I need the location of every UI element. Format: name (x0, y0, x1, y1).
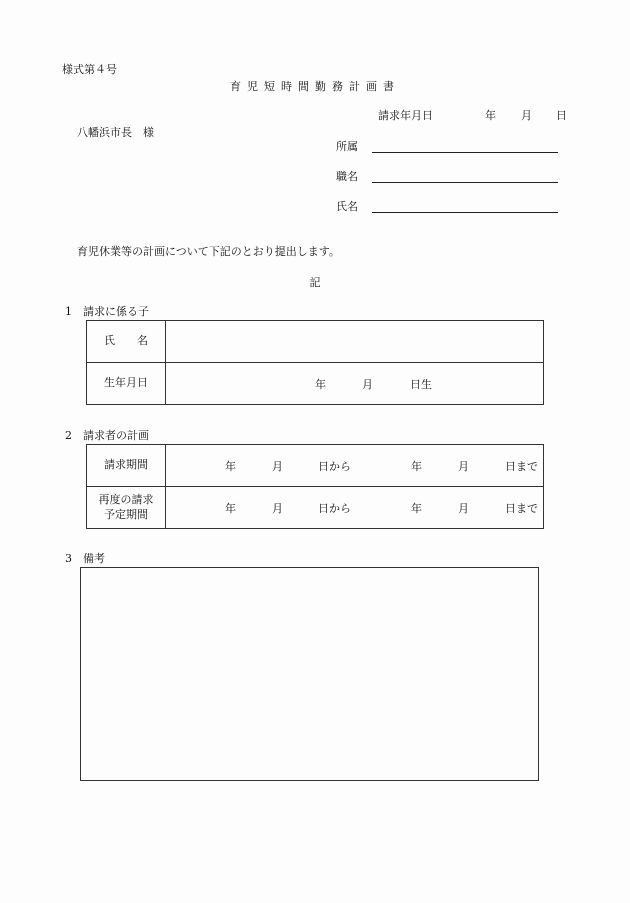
rerequest-start-year: 年 (225, 501, 236, 515)
plan-table (86, 444, 544, 529)
name-field[interactable] (372, 212, 558, 213)
request-date-row (378, 110, 570, 124)
rerequest-label-line2: 予定期間 (104, 507, 148, 521)
request-start-day: 日から (318, 459, 351, 473)
affiliation-field[interactable] (372, 152, 558, 153)
section3-heading: 3 備考 (65, 552, 105, 565)
request-start-month: 月 (272, 459, 283, 473)
request-period-label (87, 445, 166, 487)
request-end-year: 年 (411, 459, 422, 473)
form-number: 様式第４号 (62, 63, 117, 76)
rerequest-start-day: 日から (318, 501, 351, 515)
rerequest-end-day: 日まで (505, 501, 538, 515)
rerequest-start-month: 月 (272, 501, 283, 515)
plan-row-rerequest (87, 487, 544, 529)
request-end-day: 日まで (505, 459, 538, 473)
birth-month-unit: 月 (362, 377, 373, 391)
child-table (86, 320, 544, 405)
request-period-label-line1: 請求期間 (104, 458, 148, 472)
remarks-box[interactable] (80, 567, 539, 781)
rerequest-label-line1: 再度の請求 (98, 492, 154, 506)
child-name-label: 氏 名 (87, 321, 166, 363)
document-title: 育児短時間勤務計画書 (230, 80, 400, 93)
rerequest-end-month: 月 (458, 501, 469, 515)
addressee: 八幡浜市長 様 (77, 126, 154, 139)
request-start-year: 年 (225, 459, 236, 473)
child-birth-field[interactable] (166, 363, 544, 405)
ki-heading: 記 (309, 276, 321, 289)
request-date-year: 年 (485, 109, 496, 122)
section1-heading: 1 請求に係る子 (65, 305, 149, 318)
affiliation-label: 所属 (336, 140, 358, 153)
request-end-month: 月 (458, 459, 469, 473)
child-name-field[interactable] (166, 321, 544, 363)
request-date-month: 月 (521, 109, 532, 122)
rerequest-period-label (87, 487, 166, 529)
birth-year-unit: 年 (315, 377, 326, 391)
name-label: 氏名 (336, 200, 358, 213)
position-label: 職名 (336, 170, 358, 183)
position-field[interactable] (372, 182, 558, 183)
child-name-row (87, 321, 544, 363)
statement: 育児休業等の計画について下記のとおり提出します。 (77, 245, 340, 258)
birth-day-unit: 日生 (410, 377, 432, 391)
request-period-field[interactable] (166, 445, 544, 487)
plan-row-request (87, 445, 544, 487)
rerequest-period-field[interactable] (166, 487, 544, 529)
child-birth-row (87, 363, 544, 405)
request-date-day: 日 (556, 109, 567, 122)
request-date-label: 請求年月日 (378, 109, 433, 122)
rerequest-end-year: 年 (411, 501, 422, 515)
child-birth-label: 生年月日 (87, 363, 166, 405)
section2-heading: 2 請求者の計画 (65, 429, 149, 442)
